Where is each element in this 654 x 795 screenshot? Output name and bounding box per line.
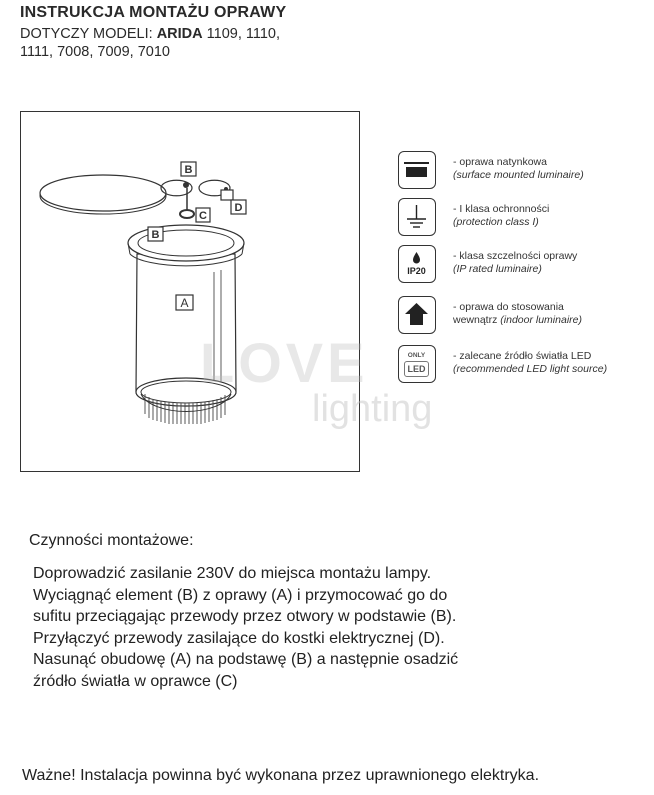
label-b-top: B	[184, 164, 193, 176]
surface-mounted-icon	[398, 151, 436, 189]
ground-icon	[398, 198, 436, 236]
legend-text	[453, 301, 582, 327]
ip-rating-icon	[398, 245, 436, 283]
instruction-line: Wyciągnąć element (B) z oprawy (A) i przymocować go do	[33, 586, 448, 604]
mounting-plate	[40, 175, 166, 211]
led-label: LED	[404, 361, 429, 377]
legend-pl: - I klasa ochronności	[453, 203, 550, 215]
label-a: A	[180, 296, 189, 310]
luminaire-diagram	[21, 112, 361, 473]
legend-text	[453, 203, 549, 229]
legend-en: (recommended LED light source)	[453, 363, 608, 375]
diagram-frame	[20, 111, 360, 472]
housing-bottom-inner	[141, 381, 231, 403]
terminal-block	[221, 190, 233, 200]
models-line1: 1109, 1110,	[202, 26, 281, 42]
models-name: ARIDA	[156, 26, 203, 42]
legend-text	[453, 350, 607, 376]
ip-label: IP20	[407, 266, 426, 276]
label-d: D	[234, 202, 243, 214]
instruction-line: sufitu przeciągając przewody przez otwory w podstawie (B).	[33, 608, 457, 625]
watermark-love: LOVE	[200, 331, 369, 394]
legend-en: (IP rated luminaire)	[453, 263, 542, 275]
instruction-line: Przyłączyć przewody zasilające do kostki elektrycznej (D).	[33, 629, 445, 647]
instruction-line: źródło światła w oprawce (C)	[33, 672, 238, 690]
legend-en: (surface mounted luminaire)	[453, 169, 584, 181]
models-prefix: DOTYCZY MODELI:	[20, 26, 157, 42]
legend-text	[453, 156, 584, 182]
only-label: ONLY	[407, 352, 426, 359]
legend-en: (indoor luminaire)	[500, 314, 582, 326]
only-led-icon	[398, 345, 436, 383]
watermark-lighting: lighting	[312, 388, 433, 430]
legend-pl: - klasa szczelności oprawy	[453, 250, 578, 262]
warning-text: Ważne! Instalacja powinna być wykonana przez uprawnionego elektryka.	[22, 767, 540, 784]
legend-text	[453, 250, 577, 276]
legend-pl: - zalecane źródło światła LED	[453, 350, 592, 362]
document-title: INSTRUKCJA MONTAŻU OPRAWY	[20, 4, 287, 21]
instruction-line: Doprowadzić zasilanie 230V do miejsca montażu lampy.	[33, 565, 432, 582]
legend-pl: - oprawa natynkowa	[453, 156, 547, 168]
label-b-side: B	[151, 229, 160, 241]
indoor-house-icon	[398, 296, 436, 334]
instructions-title: Czynności montażowe:	[29, 532, 194, 549]
center-screw	[183, 182, 189, 188]
legend-pl2: wewnątrz	[453, 314, 498, 326]
drop-icon	[413, 252, 420, 264]
socket	[180, 210, 194, 218]
models-line2: 1111, 7008, 7009, 7010	[20, 44, 170, 60]
label-c: C	[199, 210, 207, 222]
instructions-text	[33, 563, 458, 692]
legend-pl: - oprawa do stosowania	[453, 301, 564, 313]
models-text	[20, 25, 286, 61]
legend-en: (protection class I)	[453, 216, 539, 228]
instruction-line: Nasunąć obudowę (A) na podstawę (B) a następnie osadzić	[33, 651, 459, 668]
header	[20, 4, 286, 61]
